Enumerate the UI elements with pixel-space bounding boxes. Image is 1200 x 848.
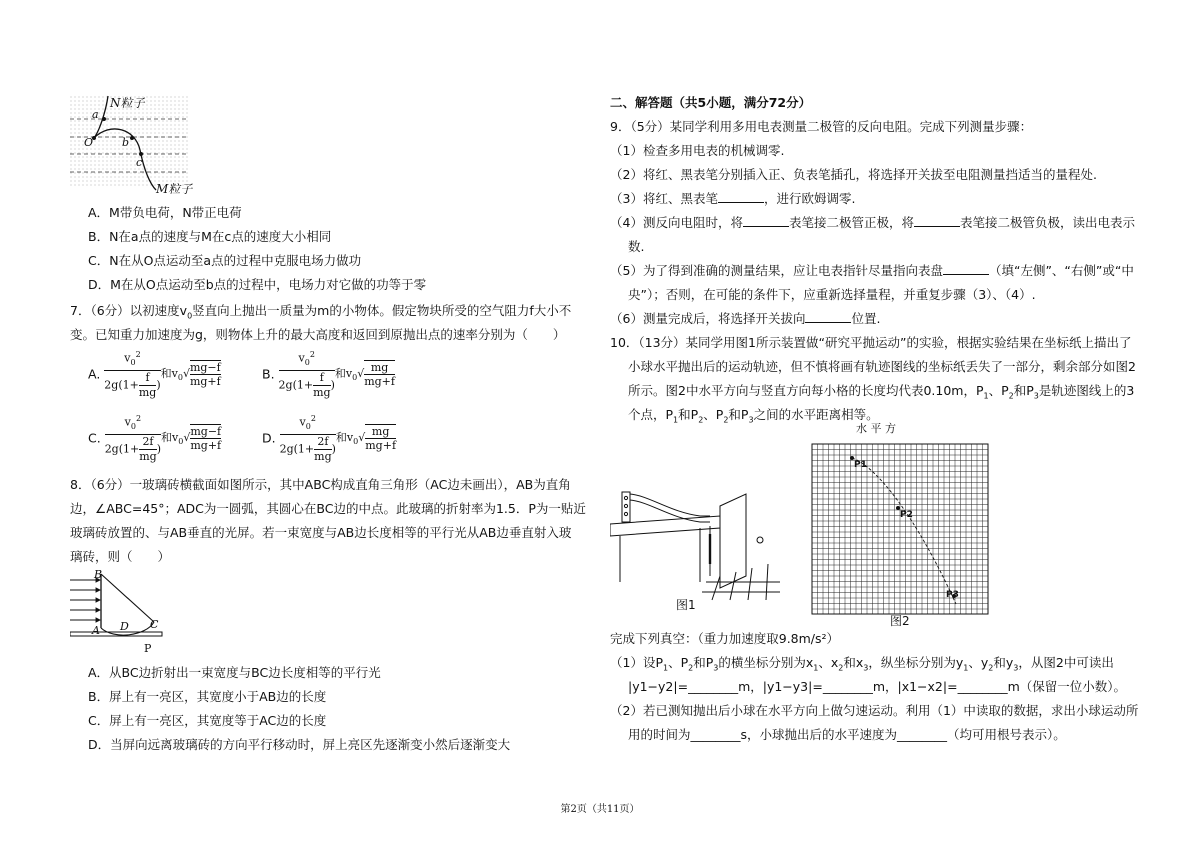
q10-line2: 小球水平抛出后的运动轨迹，但不慎将画有轨迹图线的坐标纸丢失了一部分，剩余部分如图2: [628, 359, 1136, 374]
glass-brick-figure: [70, 568, 180, 648]
answer-blank[interactable]: [718, 190, 764, 203]
q7-option-b: B. $v_0^2$ 2g(1+ $\frac{f}{mg}$ ) 和$v_0√$ $\frac{mg}{mg+f}$: [262, 350, 395, 399]
q8-option-b: B．屏上有一亮区，其宽度小于AB边的长度: [88, 689, 327, 704]
radical: $\frac{mg}{mg+f}$: [364, 360, 395, 388]
answer-blank[interactable]: [943, 262, 989, 275]
q7-line1: 7．（6分）以初速度$v_0$竖直向上抛出一质量为m的小物体。假定物块所受的空气阻力f大小不: [70, 303, 572, 321]
fig-n-label: N粒子: [110, 96, 145, 110]
horizontal-direction-label: 水 平 方: [856, 422, 896, 435]
apparatus-figure: [610, 472, 780, 602]
q10-line4: 个点，$P_1$和$P_2$、$P_2$和$P_3$之间的水平距离相等。: [628, 407, 879, 425]
q7-line2: 变。已知重力加速度为g，则物体上升的最大高度和返回到原抛出点的速率分别为（ ）: [70, 327, 566, 342]
fig-point-o: O: [84, 136, 94, 149]
q6-option-a: A．M带负电荷，N带正电荷: [88, 205, 242, 220]
section-heading: 二、解答题（共5小题，满分72分）: [610, 95, 812, 110]
q9-step5: （5）为了得到准确的测量结果，应让电表指针尽量指向表盘 （填“左侧”、“右侧”或“中: [610, 263, 1134, 278]
q10-line1: 10．（13分）某同学用图1所示装置做“研究平抛运动”的实验，根据实验结果在坐标纸上描出了: [610, 335, 1132, 350]
fig-label-d: D: [120, 620, 129, 633]
q10-line3: 所示。图2中水平方向与竖直方向每小格的长度均代表0.10m，$P_1$、$P_2$和$P_3$是轨迹图线上的3: [628, 383, 1135, 401]
answer-blank[interactable]: [914, 214, 960, 227]
q8-option-a: A．从BC边折射出一束宽度与BC边长度相等的平行光: [88, 665, 381, 680]
point-p3-label: P3: [946, 590, 959, 600]
q9-step2: （2）将红、黑表笔分别插入正、负表笔插孔，将选择开关拔至电阻测量挡适当的量程处.: [610, 167, 1097, 182]
q8-option-c: C．屏上有一亮区，其宽度等于AC边的长度: [88, 713, 327, 728]
q10-sub2-cont: 用的时间为________s，小球抛出后的水平速度为________（均可用根号表示）。: [628, 727, 1066, 742]
point-p1-label: P1: [854, 460, 867, 470]
fraction: $v_0^2$ 2g(1+ $\frac{2f}{mg}$ ): [104, 414, 162, 463]
q7-option-a: A. $v_0^2$ 2g(1+ $\frac{f}{mg}$ ) 和$v_0√$ $\frac{mg-f}{mg+f}$: [88, 350, 221, 399]
radical: $\frac{mg}{mg+f}$: [365, 424, 397, 452]
fraction: $v_0^2$ 2g(1+ $\frac{2f}{mg}$ ): [279, 414, 336, 463]
fig-label-c: C: [150, 618, 159, 631]
q10-instruction: 完成下列真空：（重力加速度取9.8m/s²）: [610, 631, 840, 646]
q9-step3: （3）将红、黑表笔 ，进行欧姆调零.: [610, 191, 856, 206]
answer-blank[interactable]: [743, 214, 789, 227]
q9-step4: （4）测反向电阻时，将 表笔接二极管正极，将 表笔接二极管负极，读出电表示: [610, 215, 1135, 230]
figure-2-caption: 图2: [890, 614, 910, 628]
radical: $\frac{mg-f}{mg+f}$: [190, 424, 222, 452]
fig-point-c: c: [136, 156, 143, 169]
q8-line1: 8．（6分）一玻璃砖横截面如图所示，其中ABC构成直角三角形（AC边未画出），AB为直角: [70, 477, 571, 492]
q6-option-c: C．N在从O点运动至a点的过程中克服电场力做功: [88, 253, 362, 268]
q8-option-d: D．当屏向远离玻璃砖的方向平行移动时，屏上亮区先逐渐变小然后逐渐变大: [88, 737, 511, 752]
fig-point-b: b: [122, 136, 130, 149]
fig-label-a: A: [92, 624, 100, 637]
q10-sub1: （1）设$P_1$、$P_2$和$P_3$的横坐标分别为$x_1$、$x_2$和$x_3$，纵坐标分别为$y_1$、$y_2$和$y_3$，从图2中可读出: [610, 655, 1114, 673]
trajectory-grid-figure: [806, 436, 1002, 622]
q7-option-c: C. $v_0^2$ 2g(1+ $\frac{2f}{mg}$ ) 和$v_0√$ $\frac{mg-f}{mg+f}$: [88, 414, 222, 463]
q10-sub1-blanks: |y1−y2|=________m，|y1−y3|=________m，|x1−x2|=________m（保留一位小数）。: [628, 679, 1126, 694]
fig-label-p: P: [144, 642, 152, 655]
page-footer: 第2页（共11页）: [560, 804, 640, 815]
fig-m-label: M粒子: [156, 182, 193, 196]
answer-blank[interactable]: [805, 310, 851, 323]
q9-step5-cont: 央”）；否则，在可能的条件下，应重新选择量程，并重复步骤（3）、（4）.: [628, 287, 1036, 302]
q6-option-d: D．M在从O点运动至b点的过程中，电场力对它做的功等于零: [88, 277, 427, 292]
q9-line1: 9．（5分）某同学利用多用电表测量二极管的反向电阻。完成下列测量步骤：: [610, 119, 1033, 134]
fraction: $v_0^2$ 2g(1+ $\frac{f}{mg}$ ): [104, 350, 161, 399]
q7-option-d: D. $v_0^2$ 2g(1+ $\frac{2f}{mg}$ ) 和$v_0√$ $\frac{mg}{mg+f}$: [262, 414, 397, 463]
q8-line2: 边，∠ABC=45°；ADC为一圆弧，其圆心在BC边的中点。此玻璃的折射率为1.5．P为一贴近: [70, 501, 586, 516]
point-p2-label: P2: [900, 510, 913, 520]
q6-option-b: B．N在a点的速度与M在c点的速度大小相同: [88, 229, 332, 244]
fraction: $v_0^2$ 2g(1+ $\frac{f}{mg}$ ): [278, 350, 335, 399]
figure-1-caption: 图1: [676, 598, 696, 612]
q9-step6: （6）测量完成后，将选择开关拔向 位置.: [610, 311, 881, 326]
q10-sub2: （2）若已测知抛出后小球在水平方向上做匀速运动。利用（1）中读取的数据，求出小球运动所: [610, 703, 1139, 718]
fig-point-a: a: [92, 108, 99, 121]
q9-step1: （1）检查多用电表的机械调零.: [610, 143, 785, 158]
q8-line3: 玻璃砖放置的、与AB垂直的光屏。若一束宽度与AB边长度相等的平行光从AB边垂直射入玻: [70, 525, 572, 540]
q9-step4-cont: 数.: [628, 239, 645, 254]
fig-label-b: B: [94, 568, 103, 581]
q8-line4: 璃砖，则（ ）: [70, 549, 171, 564]
radical: $\frac{mg-f}{mg+f}$: [189, 360, 221, 388]
